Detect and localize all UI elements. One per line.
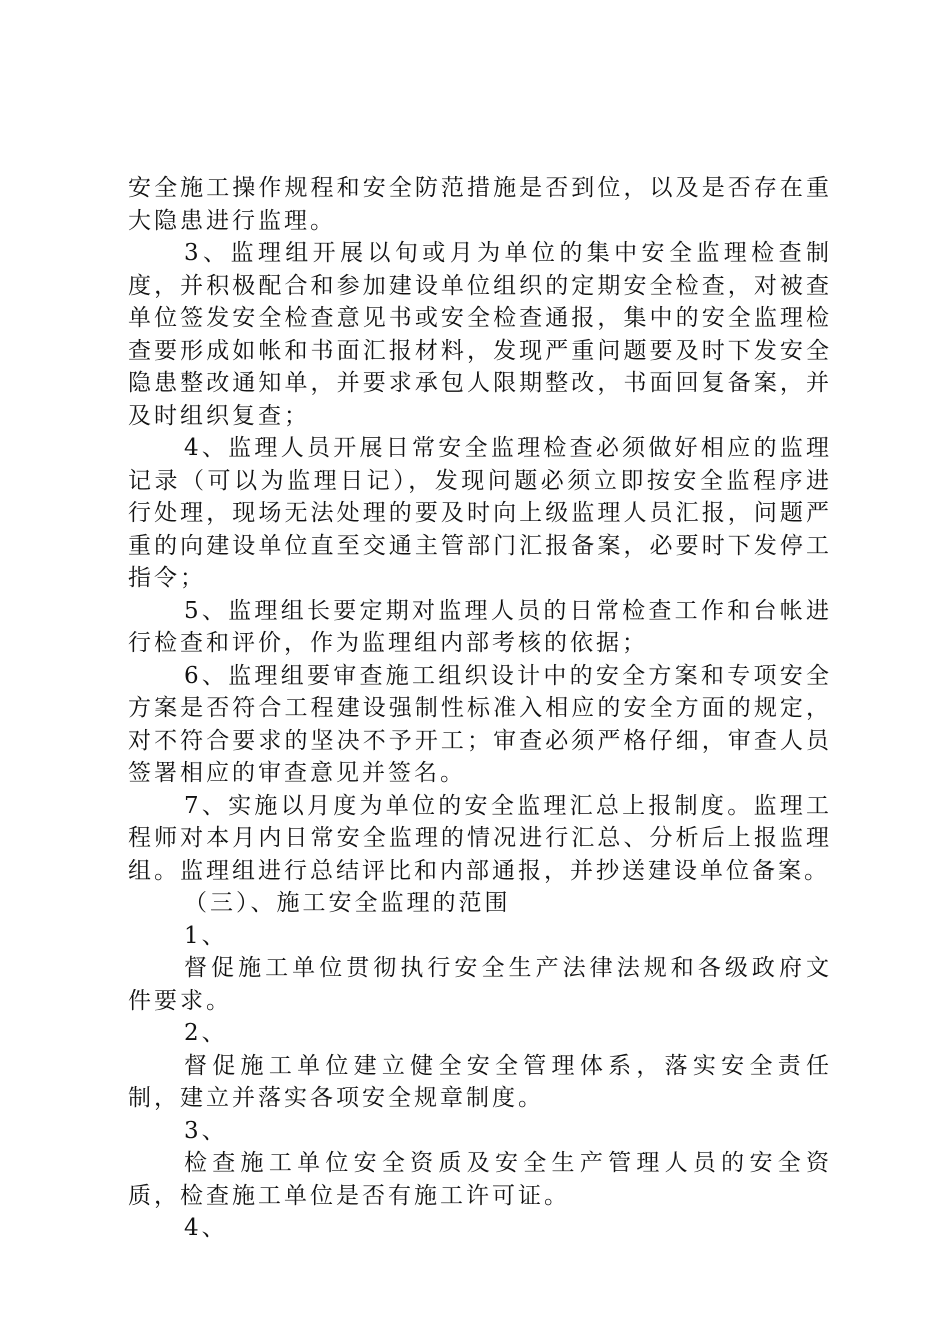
document-body xyxy=(128,172,832,1245)
list-number-1: 1、 xyxy=(184,922,228,949)
paragraph-item-5: 5、监理组长要定期对监理人员的日常检查工作和台帐进行检查和评价，作为监理组内部考核的依据； xyxy=(128,597,832,656)
list-item-1-text: 督促施工单位贯彻执行安全生产法律法规和各级政府文件要求。 xyxy=(128,955,832,1014)
list-number-4: 4、 xyxy=(184,1215,228,1241)
paragraph-item-6: 6、监理组要审查施工组织设计中的安全方案和专项安全方案是否符合工程建设强制性标准入相应的安全方面的规定，对不符合要求的坚决不予开工；审查必须严格仔细，审查人员签署相应的审查意见并签名。 xyxy=(128,662,832,786)
section-heading: （三）、施工安全监理的范围 xyxy=(184,890,511,916)
list-item-2-text: 督促施工单位建立健全安全管理体系，落实安全责任制，建立并落实各项安全规章制度。 xyxy=(128,1052,832,1111)
paragraph-item-4: 4、监理人员开展日常安全监理检查必须做好相应的监理记录（可以为监理日记），发现问题必须立即按安全监程序进行处理，现场无法处理的要及时向上级监理人员汇报，问题严重的向建设单位直至交通主管部门汇报备案，必要时下发停工指令； xyxy=(128,435,832,591)
list-number-2: 2、 xyxy=(184,1020,228,1046)
paragraph-continuation: 安全施工操作规程和安全防范措施是否到位，以及是否存在重大隐患进行监理。 xyxy=(128,175,832,234)
list-item-3-text: 检查施工单位安全资质及安全生产管理人员的安全资质，检查施工单位是否有施工许可证。 xyxy=(128,1150,832,1209)
paragraph-item-7: 7、实施以月度为单位的安全监理汇总上报制度。监理工程师对本月内日常安全监理的情况进行汇总、分析后上报监理组。监理组进行总结评比和内部通报，并抄送建设单位备案。 xyxy=(128,792,832,884)
paragraph-item-3: 3、监理组开展以旬或月为单位的集中安全监理检查制度，并积极配合和参加建设单位组织的定期安全检查，对被查单位签发安全检查意见书或安全检查通报，集中的安全监理检查要形成如帐和书面汇报材料，发现严重问题要及时下发安全隐患整改通知单，并要求承包人限期整改，书面回复备案，并及时组织复查； xyxy=(128,240,832,429)
list-number-3: 3、 xyxy=(184,1117,228,1144)
